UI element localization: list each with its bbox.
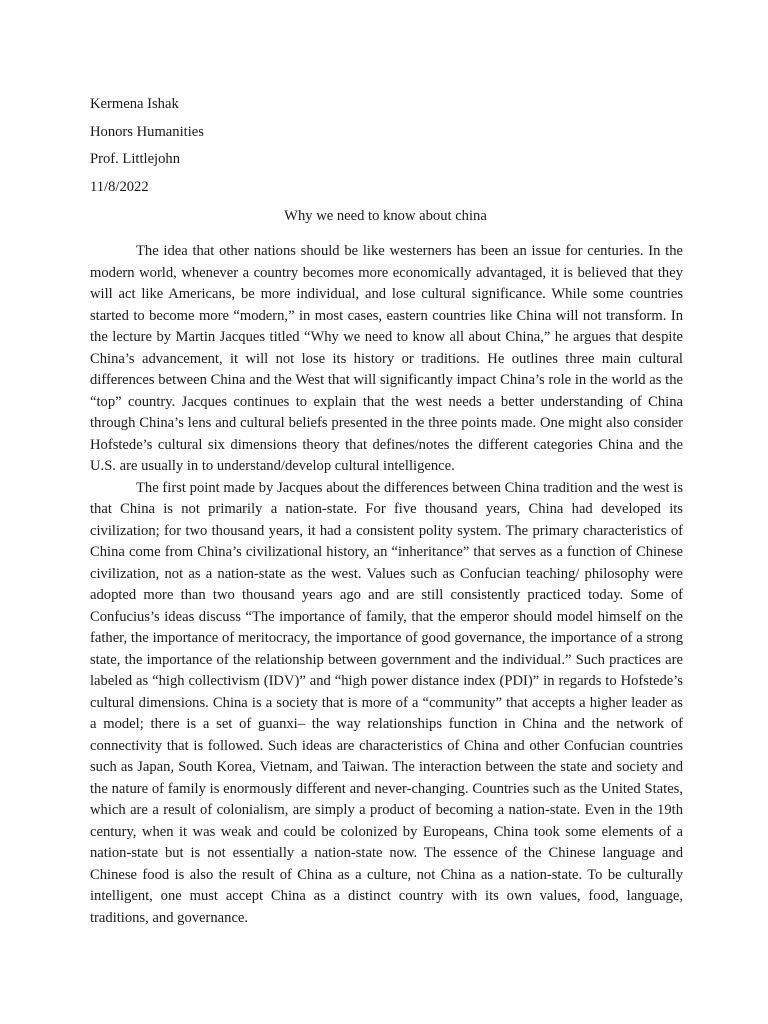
document-date: 11/8/2022 (90, 178, 149, 195)
paragraph: The idea that other nations should be like westerners has been an issue for centuries. In the modern world, whenever a country becomes more economically advantaged, it is believed that they will act like Americans, be more individual, and lose cultural significance. While some countries started to become more “modern,” in most cases, eastern countries like China will not transform. In the lecture by Martin Jacques titled “Why we need to know all about China,” he argues that despite China’s advancement, it will not lose its history or traditions. He outlines three main cultural differences between China and the West that will significantly impact China’s role in the world as the “top” country. Jacques continues to explain that the west needs a better understanding of China through China’s lens and cultural beliefs presented in the three points made. One might also consider Hofstede’s cultural six dimensions theory that defines/notes the different categories China and the U.S. are usually in to understand/develop cultural intelligence. (90, 243, 683, 474)
paragraph: The first point made by Jacques about the differences between China tradition and the west is that China is not primarily a nation-state. For five thousand years, China had developed its civilization; for two thousand years, it had a consistent polity system. The primary characteristics of China come from China’s civilizational history, an “inheritance” that serves as a function of Chinese civilization, not as a nation-state as the west. Values such as Confucian teaching/ philosophy were adopted more than two thousand years ago and are still consistently practiced today. Some of Confucius’s ideas discuss “The importance of family, that the emperor should model himself on the father, the importance of meritocracy, the importance of good governance, the importance of a strong state, the importance of the relationship between government and the individual.” Such practices are labeled as “high collectivism (IDV)” and “high power distance index (PDI)” in regards to Hofstede’s cultural dimensions. China is a society that is more of a “community” that accepts a higher leader as a model; there is a set of guanxi– the way relationships function in China and the network of connectivity that is followed. Such ideas are characteristics of China and other Confucian countries such as Japan, South Korea, Vietnam, and Taiwan. The interaction between the state and society and the nature of family is enormously different and never-changing. Countries such as the United States, which are a result of colonialism, are simply a product of becoming a nation-state. Even in the 19th century, when it was weak and could be colonized by Europeans, China took some elements of a nation-state but is not essentially a nation-state now. The essence of the Chinese language and Chinese food is also the result of China as a culture, not China as a nation-state. To be culturally intelligent, one must accept China as a distinct country with its own values, food, language, traditions, and governance. (90, 479, 683, 926)
professor-name: Prof. Littlejohn (90, 151, 180, 167)
document-header (90, 94, 690, 204)
course-name: Honors Humanities (90, 123, 204, 140)
author-name: Kermena Ishak (90, 96, 179, 112)
document-body (90, 241, 683, 929)
document-title: Why we need to know about china (284, 208, 487, 224)
